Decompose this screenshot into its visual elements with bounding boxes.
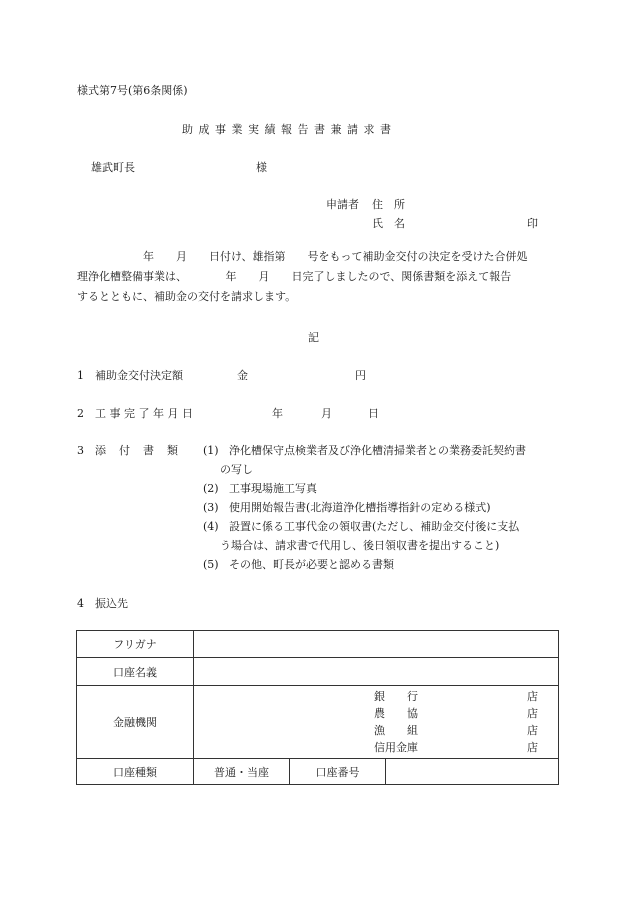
addressee-name: 雄武町長 xyxy=(91,161,135,174)
bank-transfer-table xyxy=(76,630,559,785)
institution-type: 信用金庫 xyxy=(374,741,418,754)
institution-line xyxy=(194,705,558,720)
ki-heading: 記 xyxy=(308,331,319,344)
account-holder-field[interactable] xyxy=(194,658,559,686)
item2-label: 工 事 完 了 年 月 日 xyxy=(95,407,193,420)
institution-row xyxy=(77,686,559,759)
applicant-name-label: 氏 名 xyxy=(372,217,405,230)
doc3-text: 使用開始報告書(北海道浄化槽指導指針の定める様式) xyxy=(229,501,491,514)
item4-number: 4 xyxy=(77,597,84,610)
branch-suffix: 店 xyxy=(527,741,538,754)
account-holder-row xyxy=(77,658,559,686)
item2-year: 年 xyxy=(272,407,283,420)
institution-line xyxy=(194,688,558,703)
furigana-field[interactable] xyxy=(194,631,559,658)
addressee-honorific: 様 xyxy=(256,161,267,174)
account-holder-label: 口座名義 xyxy=(77,658,194,686)
doc2-number: (2) xyxy=(203,482,219,495)
institution-field[interactable] xyxy=(194,686,559,759)
branch-suffix: 店 xyxy=(527,724,538,737)
doc1-number: (1) xyxy=(203,444,219,457)
applicant-address-label: 住 所 xyxy=(372,198,405,211)
account-type-row xyxy=(77,759,559,785)
body-line-1: 年 月 日付け、雄指第 号をもって補助金交付の決定を受けた合併処 xyxy=(77,250,528,263)
institution-line xyxy=(194,739,558,754)
seal-mark: 印 xyxy=(527,217,538,230)
doc4-number: (4) xyxy=(203,520,219,533)
doc5-number: (5) xyxy=(203,558,219,571)
document-title: 助 成 事 業 実 績 報 告 書 兼 請 求 書 xyxy=(182,123,392,136)
item1-yen: 円 xyxy=(355,369,366,382)
item3-label: 添 付 書 類 xyxy=(95,444,179,457)
institution-line xyxy=(194,722,558,737)
item1-label: 補助金交付決定額 xyxy=(95,369,183,382)
item2-number: 2 xyxy=(77,407,84,420)
institution-type: 農 協 xyxy=(374,707,418,720)
item2-day: 日 xyxy=(368,407,379,420)
body-line-2: 理浄化槽整備事業は、 年 月 日完了しましたので、関係書類を添えて報告 xyxy=(77,270,512,283)
furigana-label: フリガナ xyxy=(77,631,194,658)
item4-label: 振込先 xyxy=(95,597,128,610)
body-line-3: するとともに、補助金の交付を請求します。 xyxy=(77,290,297,303)
account-number-field[interactable] xyxy=(386,759,559,785)
institution-label: 金融機関 xyxy=(77,686,194,759)
institution-type: 漁 組 xyxy=(374,724,418,737)
branch-suffix: 店 xyxy=(527,690,538,703)
doc4-text: 設置に係る工事代金の領収書(ただし、補助金交付後に支払 xyxy=(229,520,520,533)
furigana-row xyxy=(77,631,559,658)
doc3-number: (3) xyxy=(203,501,219,514)
institution-type: 銀 行 xyxy=(374,690,418,703)
account-type-value[interactable]: 普通・当座 xyxy=(194,759,290,785)
doc2-text: 工事現場施工写真 xyxy=(229,482,317,495)
branch-suffix: 店 xyxy=(527,707,538,720)
doc4-continuation: う場合は、請求書で代用し、後日領収書を提出すること) xyxy=(220,539,500,552)
item2-month: 月 xyxy=(321,407,332,420)
account-type-label: 口座種類 xyxy=(77,759,194,785)
form-number: 様式第7号(第6条関係) xyxy=(77,84,188,97)
doc1-continuation: の写し xyxy=(220,463,253,476)
item1-number: 1 xyxy=(77,369,84,382)
account-number-label: 口座番号 xyxy=(290,759,386,785)
applicant-label: 申請者 xyxy=(326,198,359,211)
item1-kin: 金 xyxy=(237,369,248,382)
item3-number: 3 xyxy=(77,444,84,457)
doc1-text: 浄化槽保守点検業者及び浄化槽清掃業者との業務委託契約書 xyxy=(229,444,526,457)
doc5-text: その他、町長が必要と認める書類 xyxy=(229,558,394,571)
